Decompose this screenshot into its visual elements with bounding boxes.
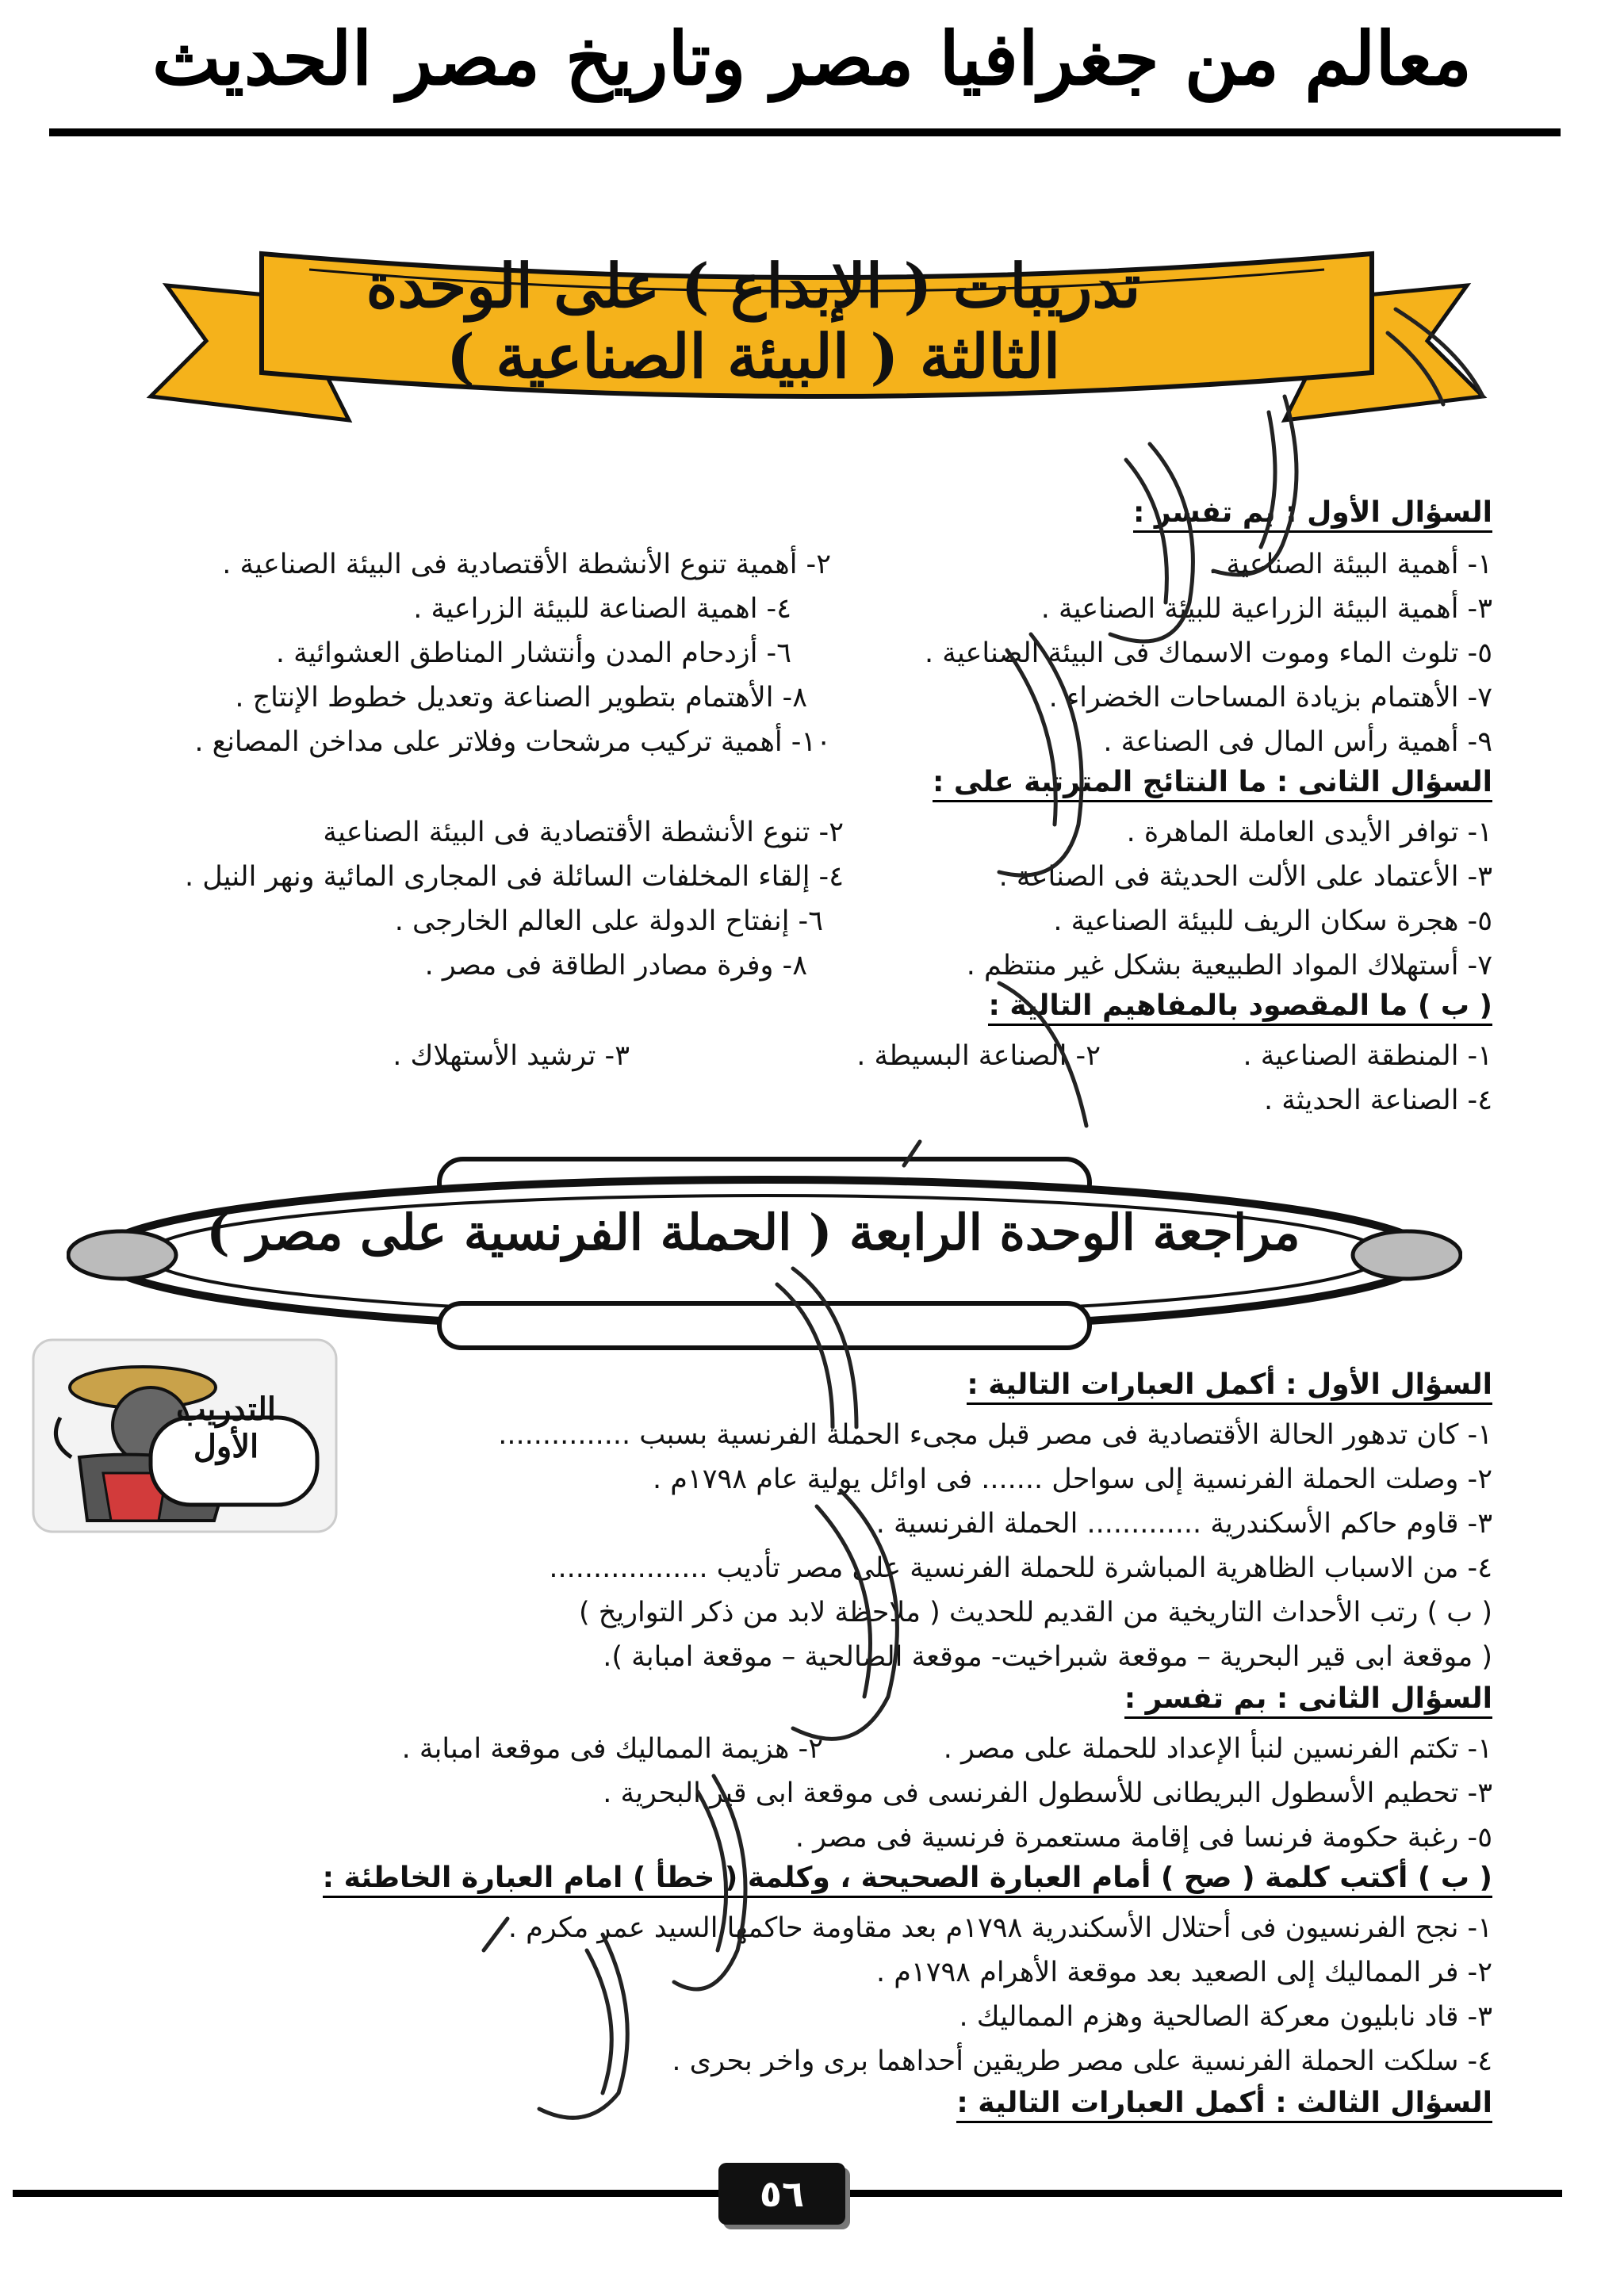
s1-qb-item: ٤- الصناعة الحديثة .: [1264, 1085, 1492, 1116]
s1-qb-heading: ( ب ) ما المقصود بالمفاهيم التالية :: [988, 989, 1492, 1026]
s1-q2-item: ٦- إنفتاح الدولة على العالم الخارجى .: [394, 905, 823, 937]
s2-q1-item: ٤- من الاسباب الظاهرية المباشرة للحملة الفرنسية على مصر تأديب ..................: [549, 1552, 1492, 1584]
s1-q1-item: ٢- أهمية تنوع الأنشطة الأقتصادية فى البيئة الصناعية .: [222, 549, 831, 580]
page-number: ٥٦: [718, 2163, 845, 2225]
s1-q1-item: ٥- تلوث الماء وموت الاسماك فى البيئة الصناعية .: [924, 637, 1492, 669]
s2-qb-item: ٢- فر المماليك إلى الصعيد بعد موقعة الأهرام ١٧٩٨م .: [875, 1957, 1492, 1988]
s2-qb-heading: ( ب ) أكتب كلمة ( صح ) أمام العبارة الصحيحة ، وكلمة ( خطأ ) امام العبارة الخاطئة :: [323, 1862, 1492, 1898]
s1-qb-item: ٣- ترشيد الأستهلاك .: [393, 1040, 630, 1072]
s1-qb-item: ٢- الصناعة البسيطة .: [856, 1040, 1101, 1072]
s1-q1-item: ٣- أهمية البيئة الزراعية للبيئة الصناعية .: [1040, 593, 1492, 625]
banner-title: تدريبات ( الإبداع ) على الوحدة الثالثة ( البيئة الصناعية ): [366, 251, 1141, 392]
s1-qb-item: ١- المنطقة الصناعية .: [1243, 1040, 1492, 1072]
s1-q1-item: ٨- الأهتمام بتطوير الصناعة وتعديل خطوط الإنتاج .: [235, 682, 807, 714]
s2-q2-heading: السؤال الثانى : بم تفسر :: [1124, 1682, 1492, 1719]
s2-q2-item: ٥- رغبة حكومة فرنسا فى إقامة مستعمرة فرنسية فى مصر .: [795, 1822, 1492, 1854]
s2-q1-item: ( موقعة ابى قير البحرية – موقعة شبراخيت- موقعة الصالحية – موقعة امبابة ).: [603, 1641, 1492, 1673]
s1-q2-item: ٨- وفرة مصادر الطاقة فى مصر .: [424, 950, 807, 982]
s2-qb-item: ٣- قاد نابليون معركة الصالحية وهزم المماليك .: [959, 2001, 1492, 2033]
s1-q2-item: ٢- تنوع الأنشطة الأقتصادية فى البيئة الصناعية: [323, 817, 844, 848]
s1-q2-item: ٥- هجرة سكان الريف للبيئة الصناعية .: [1053, 905, 1492, 937]
s2-q1-item: ( ب ) رتب الأحداث التاريخية من القديم للحديث ( ملاحظة لابد من ذكر التواريخ ): [579, 1597, 1492, 1628]
s1-q1-item: ٩- أهمية رأس المال فى الصناعة .: [1103, 726, 1492, 758]
s1-q1-item: ١- أهمية البيئة الصناعية .: [1208, 549, 1492, 580]
s1-q2-item: ٤- إلقاء المخلفات السائلة فى المجارى المائية ونهر النيل .: [185, 861, 844, 893]
s1-q2-item: ٣- الأعتماد على الألت الحديثة فى الصناعة .: [998, 861, 1492, 893]
s2-q2-item: ٢- هزيمة المماليك فى موقعة امبابة .: [401, 1733, 823, 1765]
s2-q1-item: ١- كان تدهور الحالة الأقتصادية فى مصر قبل مجىء الحملة الفرنسية بسبب ...............: [498, 1419, 1492, 1451]
s1-q2-heading: السؤال الثانى : ما النتائج المترتبة على :: [933, 766, 1492, 802]
s2-q1-item: ٢- وصلت الحملة الفرنسية إلى سواحل ....... فى اوائل يولية عام ١٧٩٨م .: [652, 1464, 1492, 1495]
s1-q1-item: ٤- اهمية الصناعة للبيئة الزراعية .: [413, 593, 791, 625]
s2-q1-item: ٣- قاوم حاكم الأسكندرية ............. الحملة الفرنسية .: [875, 1508, 1492, 1540]
s1-q1-item: ٦- أزدحام المدن وأنتشار المناطق العشوائية .: [275, 637, 791, 669]
s1-q1-item: ٧- الأهتمام بزيادة المساحات الخضراء .: [1048, 682, 1492, 714]
s1-q2-item: ١- توافر الأيدى العاملة الماهرة .: [1126, 817, 1492, 848]
s1-q2-item: ٧- أستهلاك المواد الطبيعية بشكل غير منتظم .: [966, 950, 1492, 982]
s2-q1-heading: السؤال الأول : أكمل العبارات التالية :: [967, 1368, 1492, 1405]
s1-q1-heading: السؤال الأول : بم تفسر :: [1133, 496, 1492, 533]
s2-q2-item: ١- تكتم الفرنسين لنبأ الإعداد للحملة على مصر .: [943, 1733, 1492, 1765]
page-header-title: معالم من جغرافيا مصر وتاريخ مصر الحديث: [151, 16, 1473, 101]
s2-qb-item: ١- نجح الفرنسيون فى أحتلال الأسكندرية ١٧٩٨م بعد مقاومة حاكمها السيد عمر مكرم .: [508, 1912, 1492, 1944]
unit-four-title: مراجعة الوحدة الرابعة ( الحملة الفرنسية على مصر ): [206, 1203, 1300, 1261]
s1-q1-item: ١٠- أهمية تركيب مرشحات وفلاتر على مداخن المصانع .: [194, 726, 831, 758]
handwritten-watermark: [301, 301, 1538, 2141]
s2-q2-item: ٣- تحطيم الأسطول البريطانى للأسطول الفرنسى فى موقعة ابى قير البحرية .: [603, 1777, 1492, 1809]
header-divider: [49, 128, 1561, 136]
s2-qb-item: ٤- سلكت الحملة الفرنسية على مصر طريقين أحداهما برى واخر بحرى .: [672, 2045, 1492, 2077]
badge-label: التدريب الأول: [175, 1391, 277, 1465]
s2-q3-heading: السؤال الثالث : أكمل العبارات التالية :: [956, 2087, 1492, 2123]
